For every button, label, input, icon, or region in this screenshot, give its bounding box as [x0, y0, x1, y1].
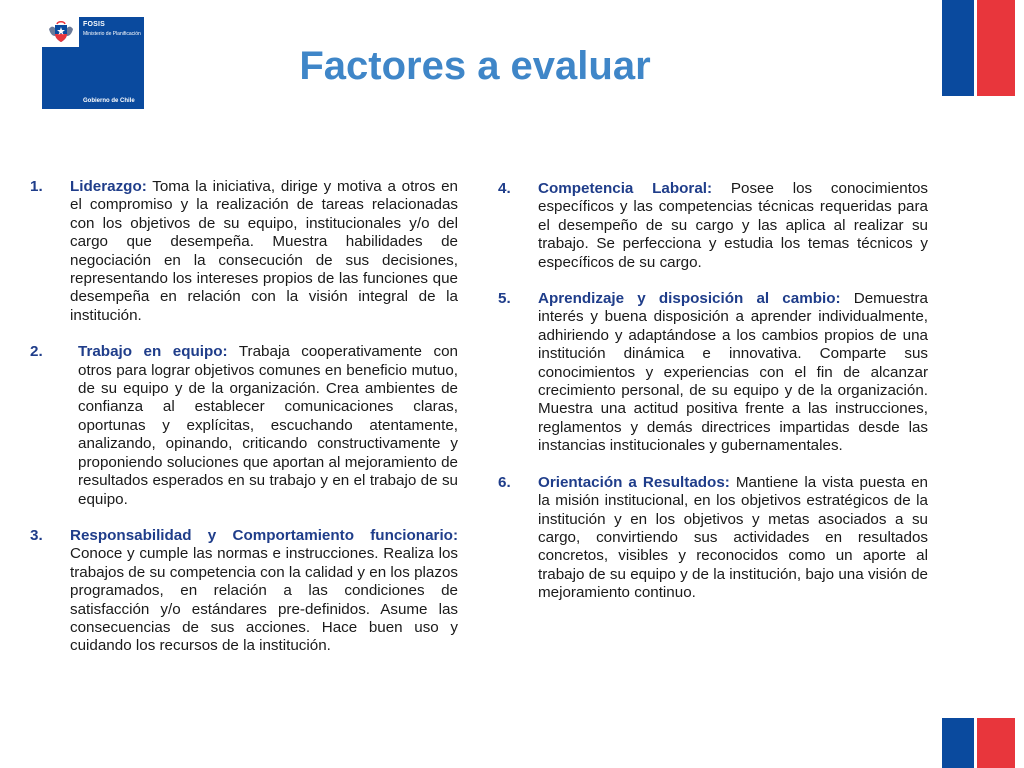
factor-keyword: Orientación a Resultados: [538, 473, 730, 491]
factor-number: 6. [498, 473, 511, 491]
factor-number: 1. [30, 178, 43, 195]
factor-number: 3. [30, 526, 43, 544]
flag-blue-stripe [942, 718, 974, 768]
factors-column-right [498, 180, 928, 621]
logo-ministry: Ministerio de Planificación [83, 31, 141, 37]
factor-item [498, 474, 928, 603]
logo-org-name: FOSIS [83, 21, 106, 28]
factor-text [78, 343, 458, 509]
factor-keyword: Aprendizaje y disposición al cambio: [538, 290, 841, 308]
page-title: Factores a evaluar [299, 44, 651, 88]
factor-description: Mantiene la vista puesta en la misión institucional, en los objetivos estratégicos de la institución y en los objetivos y metas asociados a su cargo, convirtiendo sus actividades en resultados concretos, visibles y reconocidos como un aporte al trabajo de su equipo y de la institución, bajo una visión de mejoramiento continuo. [538, 473, 928, 602]
factor-text [70, 527, 458, 656]
factor-description: Demuestra interés y buena disposición a aprender individualmente, adhiriendo y adaptándose a los cambios propios de una institución dinámica e innovativa. Comparte sus conocimientos y experiencias con el fin de alcanzar crecimiento personal, de su equipo y de la organización. Muestra una actitud positiva frente a las instrucciones, reglamentos y demás directrices impartidas desde las instancias institucionales y gubernamentales. [538, 290, 929, 455]
flag-decoration-bottom [942, 718, 1015, 768]
factor-item [30, 343, 458, 509]
factor-keyword: Trabajo en equipo: [78, 343, 228, 361]
coat-of-arms-icon [47, 19, 75, 45]
factors-column-left [30, 178, 458, 674]
factor-description: Posee los conocimientos específicos y las competencias técnicas requeridas para el desempeño de su cargo y las aplica al realizar su trabajo. Se perfecciona y estudia los temas técnicos y específicos de su cargo. [538, 180, 929, 271]
flag-decoration-top [942, 0, 1015, 96]
factor-item [30, 527, 458, 656]
factor-keyword: Liderazgo: [70, 178, 147, 195]
factor-description: Conoce y cumple las normas e instrucciones. Realiza los trabajos de su competencia con la calidad y en los plazos programados, en relación a las condiciones de satisfacción y/o estándares pre-definidos. Asume las consecuencias de sus acciones. Hace buen uso y cuidando los recursos de la institución. [70, 545, 458, 655]
factor-item [30, 178, 458, 325]
factor-item [498, 290, 928, 456]
logo-government: Gobierno de Chile [83, 98, 135, 104]
factor-description: Trabaja cooperativamente con otros para lograr objetivos comunes en beneficio mutuo, de su equipo y de la organización. Crea ambientes de confianza al establecer comunicaciones claras, oportunas y explícitas, escuchando atentamente, analizando, opinando, criticando constructivamente y proponiendo soluciones que aportan al mejoramiento de resultados esperados en su trabajo y en el trabajo de su equipo. [78, 343, 458, 508]
factor-description: Toma la iniciativa, dirige y motiva a otros en el compromiso y la realización de tareas relacionadas con los objetivos de su equipo, institucionales y/o del cargo que desempeña. Muestra habilidades de negociación en la consecución de sus decisiones, representando los intereses propios de las funciones que desempeña en relación con la visión integral de la institución. [70, 178, 458, 324]
factor-keyword: Competencia Laboral: [538, 180, 713, 197]
factor-text [70, 178, 458, 325]
factor-keyword: Responsabilidad y Comportamiento funcionario: [70, 526, 458, 544]
factor-text [538, 290, 928, 456]
flag-red-stripe [977, 718, 1015, 768]
factor-item [498, 180, 928, 272]
factor-text [538, 474, 928, 603]
factor-number: 5. [498, 290, 511, 308]
flag-red-stripe [977, 0, 1015, 96]
factor-number: 2. [30, 343, 43, 361]
logo-emblem-area [42, 17, 79, 47]
factor-text [538, 180, 928, 272]
factor-number: 4. [498, 180, 511, 197]
